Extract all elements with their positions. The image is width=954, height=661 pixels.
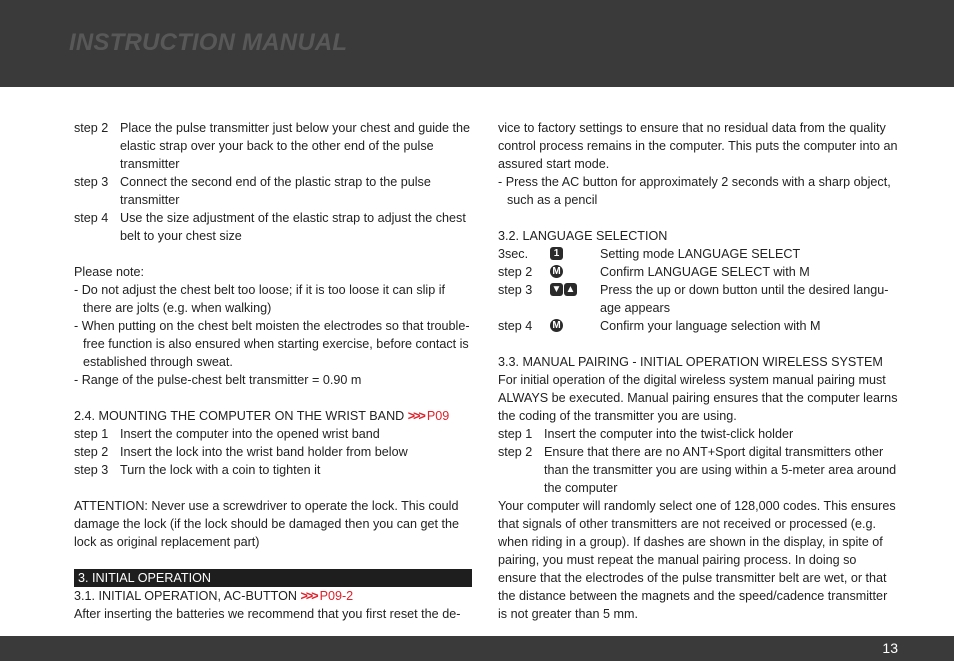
page-reference: P09-2 — [319, 589, 354, 603]
language-step-row — [498, 263, 898, 281]
step-text: Insert the lock into the wrist band holder from below — [120, 445, 408, 459]
language-step-row — [498, 281, 898, 317]
page-reference: P09 — [426, 409, 450, 423]
step-label: step 4 — [74, 211, 109, 225]
language-step-row — [498, 245, 898, 263]
section-title: 3.1. INITIAL OPERATION, AC-BUTTON — [74, 589, 297, 603]
step-label: 3sec. — [498, 247, 529, 261]
button-1-icon: 1 — [550, 247, 563, 260]
manual-title: INSTRUCTION MANUAL — [69, 29, 348, 56]
down-button-icon: ▼ — [551, 284, 562, 295]
note-item: - When putting on the chest belt moisten the electrodes so that trouble-free function is also ensured when starting exercise, before contact is established through sweat. — [74, 319, 470, 369]
step-label: step 3 — [74, 175, 109, 189]
step-label: step 3 — [498, 283, 533, 297]
note-item: - Range of the pulse-chest belt transmitter = 0.90 m — [74, 373, 362, 387]
right-column — [498, 119, 898, 623]
attention-paragraph: ATTENTION: Never use a screwdriver to operate the lock. This could damage the lock (if the lock should be damaged then you can get the lock as original replacement part) — [74, 499, 460, 549]
section-heading-2-4 — [74, 407, 472, 425]
page-number: 13 — [882, 640, 898, 656]
step-text: Confirm your language selection with M — [600, 319, 821, 333]
section-title: 2.4. MOUNTING THE COMPUTER ON THE WRIST BAND — [74, 409, 405, 423]
left-column — [74, 119, 472, 623]
note-item: - Do not adjust the chest belt too loose; if it is too loose it can slip if there are jolts (e.g. when walking) — [74, 283, 446, 315]
step-text: Insert the computer into the opened wrist band — [120, 427, 380, 441]
step-text: Confirm LANGUAGE SELECT with M — [600, 265, 810, 279]
step-text: Connect the second end of the plastic strap to the pulse transmitter — [120, 175, 431, 207]
section-heading-3-2: 3.2. LANGUAGE SELECTION — [498, 229, 668, 243]
step-text: Turn the lock with a coin to tighten it — [120, 463, 321, 477]
paragraph-continued: vice to factory settings to ensure that no residual data from the quality control process remains in the computer. This puts the computer into an assured start mode. — [498, 121, 898, 171]
reference-arrows-icon: >>> — [407, 409, 424, 423]
language-step-row — [498, 317, 898, 335]
step-row — [74, 443, 472, 461]
paragraph-3-1: After inserting the batteries we recommend that you first reset the de- — [74, 607, 461, 621]
step-label: step 2 — [74, 121, 109, 135]
step-row — [498, 443, 898, 497]
paragraph-3-3: For initial operation of the digital wireless system manual pairing must ALWAYS be executed. Manual pairing ensures that the computer learns the coding of the transmitter you are using. — [498, 373, 898, 423]
section-3-bar: 3. INITIAL OPERATION — [74, 569, 472, 587]
section-heading-3-1 — [74, 587, 472, 605]
paragraph-codes: Your computer will randomly select one of 128,000 codes. This ensures that signals of other transmitters are not received or processed (e.g. when riding in a group). If dashes are shown in the display, in spite of pairing, you must repeat the manual pairing process. In doing so ensure that the electrodes of the pulse transmitter belt are wet, or that the distance between the magnets and the speed/cadence transmitter is not greater than 5 mm. — [498, 499, 896, 621]
step-text: Insert the computer into the twist-click holder — [544, 427, 794, 441]
reference-arrows-icon: >>> — [300, 589, 317, 603]
step-label: step 2 — [498, 445, 533, 459]
step-label: step 2 — [74, 445, 109, 459]
step-row — [74, 209, 472, 245]
step-text: Setting mode LANGUAGE SELECT — [600, 247, 801, 261]
step-text: Use the size adjustment of the elastic strap to adjust the chest belt to your chest size — [120, 211, 466, 243]
step-text: Place the pulse transmitter just below your chest and guide the elastic strap over your back to the other end of the pulse transmitter — [120, 121, 471, 171]
step-row — [74, 461, 472, 479]
page-header — [0, 0, 954, 87]
note-title: Please note: — [74, 265, 145, 279]
step-row — [74, 173, 472, 209]
step-label: step 1 — [498, 427, 533, 441]
step-row — [74, 119, 472, 173]
step-row — [74, 425, 472, 443]
up-button-icon: ▲ — [565, 284, 576, 295]
step-label: step 3 — [74, 463, 109, 477]
section-heading-3-3: 3.3. MANUAL PAIRING - INITIAL OPERATION WIRELESS SYSTEM — [498, 355, 883, 369]
page-footer — [0, 636, 954, 661]
step-label: step 1 — [74, 427, 109, 441]
step-label: step 4 — [498, 319, 533, 333]
m-button-icon: M — [550, 265, 563, 278]
m-button-icon: M — [550, 319, 563, 332]
step-label: step 2 — [498, 265, 533, 279]
press-ac-instruction: - Press the AC button for approximately 2 seconds with a sharp object, such as a pencil — [498, 175, 891, 207]
step-text: Press the up or down button until the desired langu-age appears — [600, 283, 889, 315]
step-text: Ensure that there are no ANT+Sport digital transmitters other than the transmitter you are using within a 5-meter area around the computer — [544, 445, 897, 495]
step-row — [498, 425, 898, 443]
